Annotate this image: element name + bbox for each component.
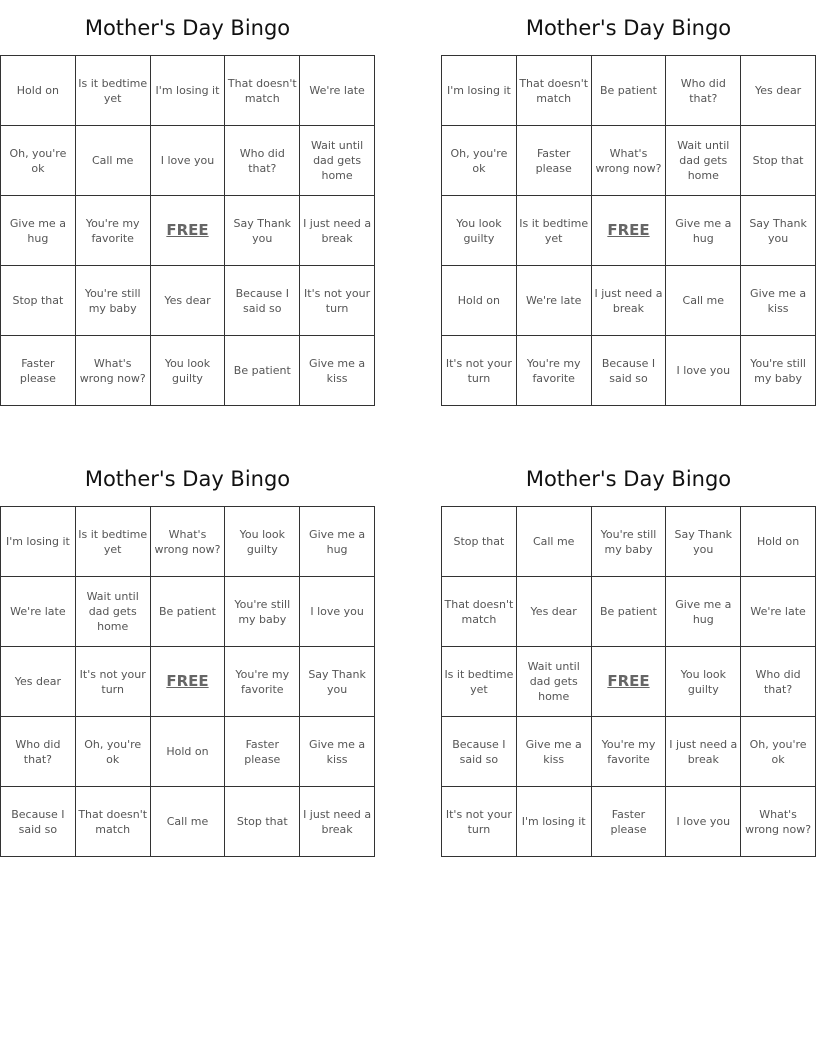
bingo-cell: Be patient (151, 577, 226, 647)
bingo-cell: I just need a break (300, 787, 375, 857)
bingo-cell: Say Thank you (741, 196, 816, 266)
bingo-cell: I love you (300, 577, 375, 647)
bingo-cell: Give me a hug (666, 196, 741, 266)
bingo-cell: Oh, you're ok (76, 717, 151, 787)
bingo-cell: Hold on (1, 56, 76, 126)
bingo-row (1, 787, 375, 857)
bingo-cell: You're still my baby (76, 266, 151, 336)
bingo-row (442, 787, 816, 857)
bingo-cell: That doesn't match (76, 787, 151, 857)
bingo-row (1, 577, 375, 647)
bingo-cell: I love you (151, 126, 226, 196)
bingo-cell: I love you (666, 336, 741, 406)
free-space-cell: FREE (151, 647, 226, 717)
bingo-cell: You're still my baby (741, 336, 816, 406)
bingo-cell: We're late (741, 577, 816, 647)
bingo-cell: Faster please (225, 717, 300, 787)
bingo-row (442, 717, 816, 787)
bingo-row (1, 336, 375, 406)
bingo-cell: It's not your turn (300, 266, 375, 336)
card-title: Mother's Day Bingo (84, 467, 291, 491)
card-title: Mother's Day Bingo (84, 16, 291, 40)
bingo-cell: It's not your turn (76, 647, 151, 717)
bingo-cell: I just need a break (592, 266, 667, 336)
bingo-cell: Call me (76, 126, 151, 196)
bingo-cell: Hold on (741, 507, 816, 577)
bingo-cell: Is it bedtime yet (76, 507, 151, 577)
bingo-row (1, 717, 375, 787)
bingo-row (1, 196, 375, 266)
bingo-cell: Be patient (225, 336, 300, 406)
bingo-row (442, 266, 816, 336)
bingo-cell: We're late (1, 577, 76, 647)
bingo-cell: Yes dear (517, 577, 592, 647)
bingo-cell: That doesn't match (225, 56, 300, 126)
bingo-cell: I'm losing it (151, 56, 226, 126)
bingo-cell: You're my favorite (592, 717, 667, 787)
bingo-cell: Hold on (442, 266, 517, 336)
bingo-row (1, 56, 375, 126)
bingo-cell: Say Thank you (225, 196, 300, 266)
bingo-cell: Wait until dad gets home (517, 647, 592, 717)
bingo-cell: I'm losing it (442, 56, 517, 126)
bingo-cell: Stop that (741, 126, 816, 196)
bingo-cell: Give me a kiss (741, 266, 816, 336)
bingo-row (442, 196, 816, 266)
bingo-card (0, 0, 375, 406)
bingo-cell: You're still my baby (592, 507, 667, 577)
bingo-cell: Is it bedtime yet (517, 196, 592, 266)
bingo-cell: Oh, you're ok (1, 126, 76, 196)
bingo-cell: Because I said so (1, 787, 76, 857)
bingo-cell: Give me a kiss (300, 336, 375, 406)
bingo-cell: Who did that? (666, 56, 741, 126)
bingo-cell: Call me (517, 507, 592, 577)
bingo-cell: Stop that (225, 787, 300, 857)
bingo-row (1, 507, 375, 577)
bingo-cell: Stop that (442, 507, 517, 577)
bingo-cell: Be patient (592, 577, 667, 647)
card-title: Mother's Day Bingo (525, 467, 732, 491)
bingo-cell: Who did that? (1, 717, 76, 787)
bingo-cell: What's wrong now? (76, 336, 151, 406)
bingo-cell: Give me a hug (1, 196, 76, 266)
bingo-cell: Because I said so (442, 717, 517, 787)
bingo-row (1, 647, 375, 717)
bingo-cell: Yes dear (151, 266, 226, 336)
bingo-cell: That doesn't match (517, 56, 592, 126)
bingo-cell: Wait until dad gets home (76, 577, 151, 647)
bingo-cell: Because I said so (592, 336, 667, 406)
bingo-cell: Wait until dad gets home (666, 126, 741, 196)
bingo-cell: What's wrong now? (592, 126, 667, 196)
bingo-cell: Faster please (517, 126, 592, 196)
bingo-cell: You look guilty (225, 507, 300, 577)
bingo-cell: You look guilty (666, 647, 741, 717)
free-space-cell: FREE (592, 647, 667, 717)
bingo-cell: Is it bedtime yet (76, 56, 151, 126)
bingo-cell: Faster please (1, 336, 76, 406)
bingo-cell: I just need a break (666, 717, 741, 787)
bingo-card (0, 451, 375, 857)
bingo-cell: Because I said so (225, 266, 300, 336)
bingo-cell: Stop that (1, 266, 76, 336)
bingo-row (442, 577, 816, 647)
bingo-cell: Be patient (592, 56, 667, 126)
bingo-row (442, 336, 816, 406)
bingo-cell: Call me (666, 266, 741, 336)
bingo-cell: I just need a break (300, 196, 375, 266)
bingo-grid (0, 55, 375, 406)
bingo-grid (441, 506, 816, 857)
bingo-row (1, 126, 375, 196)
bingo-cell: You're my favorite (517, 336, 592, 406)
bingo-cell: That doesn't match (442, 577, 517, 647)
bingo-cell: You're my favorite (76, 196, 151, 266)
bingo-card (441, 0, 816, 406)
free-space-cell: FREE (592, 196, 667, 266)
bingo-cell: I love you (666, 787, 741, 857)
bingo-row (442, 507, 816, 577)
bingo-cell: Say Thank you (300, 647, 375, 717)
free-space-cell: FREE (151, 196, 226, 266)
bingo-cell: It's not your turn (442, 336, 517, 406)
bingo-cell: Call me (151, 787, 226, 857)
bingo-cell: Who did that? (225, 126, 300, 196)
bingo-cell: You look guilty (151, 336, 226, 406)
bingo-grid (0, 506, 375, 857)
bingo-cell: I'm losing it (1, 507, 76, 577)
bingo-cell: Yes dear (1, 647, 76, 717)
bingo-cell: Give me a hug (300, 507, 375, 577)
bingo-cell: It's not your turn (442, 787, 517, 857)
bingo-cell: Oh, you're ok (442, 126, 517, 196)
bingo-grid (441, 55, 816, 406)
bingo-cell: Who did that? (741, 647, 816, 717)
bingo-cell: You're my favorite (225, 647, 300, 717)
bingo-cell: I'm losing it (517, 787, 592, 857)
bingo-cell: Yes dear (741, 56, 816, 126)
bingo-card (441, 451, 816, 857)
bingo-cell: Give me a kiss (300, 717, 375, 787)
bingo-cell: What's wrong now? (151, 507, 226, 577)
bingo-row (442, 56, 816, 126)
bingo-cell: We're late (517, 266, 592, 336)
bingo-cell: You're still my baby (225, 577, 300, 647)
bingo-cell: Faster please (592, 787, 667, 857)
bingo-cell: Wait until dad gets home (300, 126, 375, 196)
bingo-cell: We're late (300, 56, 375, 126)
bingo-cell: Oh, you're ok (741, 717, 816, 787)
bingo-row (442, 647, 816, 717)
card-title: Mother's Day Bingo (525, 16, 732, 40)
bingo-cell: Hold on (151, 717, 226, 787)
bingo-cell: Give me a hug (666, 577, 741, 647)
bingo-row (1, 266, 375, 336)
bingo-cell: Give me a kiss (517, 717, 592, 787)
bingo-cell: Say Thank you (666, 507, 741, 577)
bingo-row (442, 126, 816, 196)
bingo-cell: Is it bedtime yet (442, 647, 517, 717)
bingo-cell: You look guilty (442, 196, 517, 266)
bingo-cell: What's wrong now? (741, 787, 816, 857)
